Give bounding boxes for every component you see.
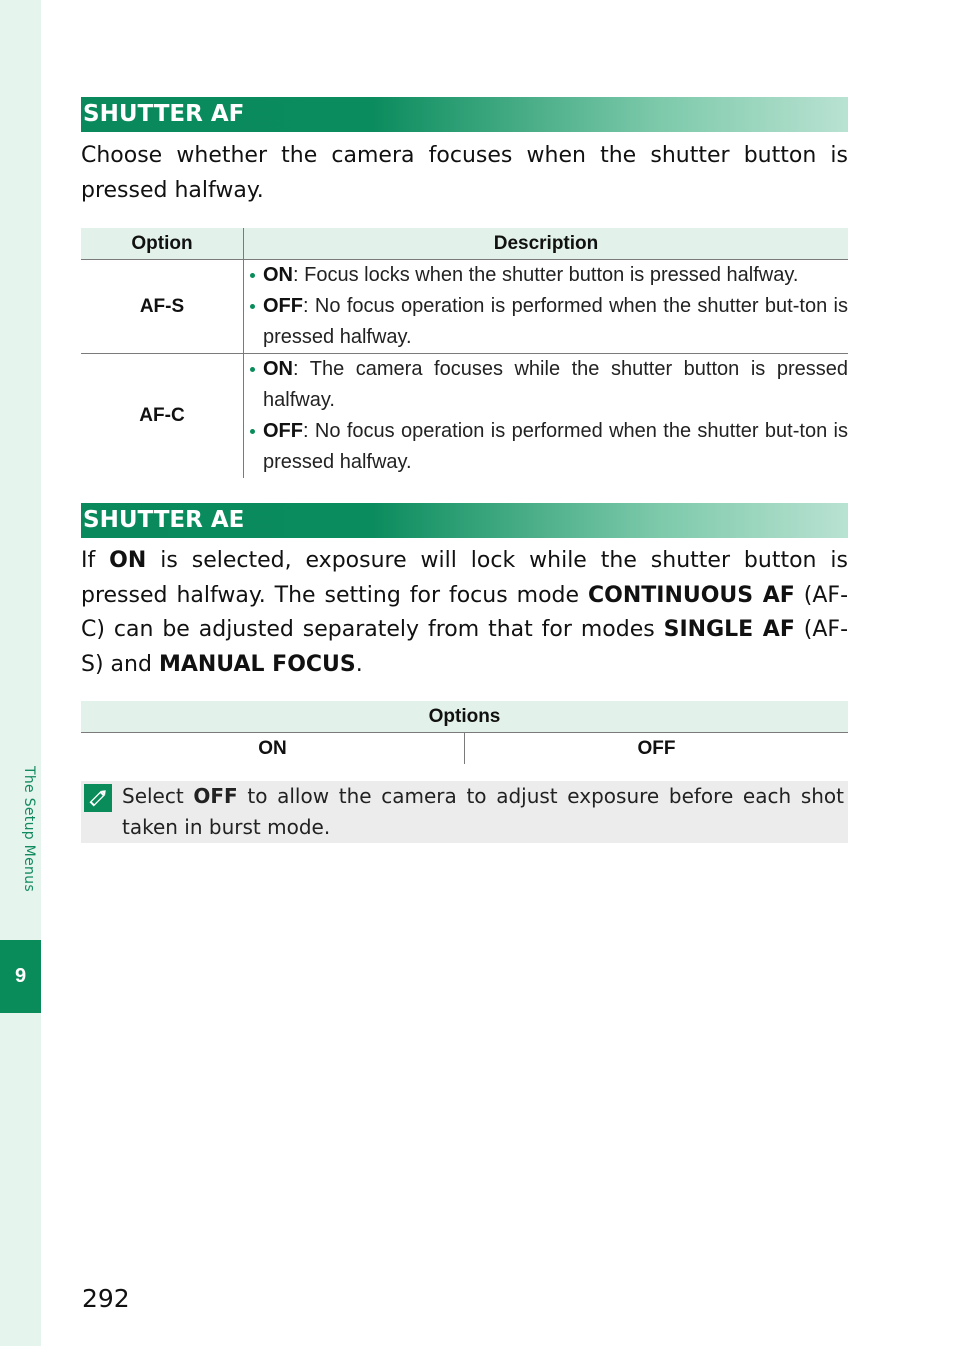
bullet-text: : No focus operation is performed when the shutter but-ton is pressed halfway.	[263, 420, 848, 473]
body-text: If	[81, 548, 110, 573]
bullet-text: : No focus operation is performed when the shutter but-ton is pressed halfway.	[263, 295, 848, 348]
table-row	[81, 733, 848, 764]
body-text: is selected, exposure will lock while the shutter button is pressed halfway. The setting for focus mode	[81, 548, 848, 608]
shutter-af-table	[81, 228, 848, 478]
setting-value: OFF	[263, 295, 303, 317]
body-text: .	[355, 651, 363, 677]
table-header-row	[81, 228, 848, 260]
body-text: to allow the camera to adjust exposure before each shot taken in burst mode.	[122, 784, 844, 839]
shutter-af-heading: SHUTTER AF	[81, 97, 848, 132]
shutter-ae-body	[81, 544, 848, 682]
sidebar	[0, 0, 41, 1346]
setting-value: CONTINUOUS AF	[588, 582, 795, 608]
body-text: Select	[122, 784, 194, 808]
body-text: (AF-S) and	[81, 617, 849, 677]
list-item	[246, 260, 848, 291]
list-item	[246, 291, 848, 353]
option-on: ON	[81, 733, 465, 764]
options-header: Options	[81, 701, 848, 733]
note-pencil-icon	[84, 784, 112, 812]
setting-value: OFF	[263, 420, 303, 442]
setting-value: ON	[263, 358, 293, 380]
body-text: (AF-C) can be adjusted separately from that for modes	[81, 582, 849, 642]
chapter-number-tab[interactable]: 9	[0, 940, 41, 1013]
shutter-ae-options-table	[81, 701, 848, 764]
option-name: AF-C	[81, 354, 244, 479]
table-row	[81, 260, 848, 354]
setting-value: ON	[109, 548, 147, 573]
shutter-ae-heading: SHUTTER AE	[81, 503, 848, 538]
chapter-title-label: The Setup Menus	[21, 766, 37, 892]
setting-value: SINGLE AF	[663, 617, 795, 642]
page-number: 292	[82, 1284, 130, 1313]
setting-value: ON	[263, 264, 293, 286]
list-item	[246, 416, 848, 478]
setting-value: OFF	[193, 784, 238, 808]
table-row	[81, 354, 848, 479]
option-description	[244, 354, 849, 479]
option-off: OFF	[637, 738, 676, 759]
note-box	[81, 781, 848, 843]
column-header-description: Description	[244, 228, 849, 260]
option-name: AF-S	[81, 260, 244, 354]
list-item	[246, 354, 848, 416]
shutter-af-intro: Choose whether the camera focuses when the shutter button is pressed halfway.	[81, 143, 848, 203]
setting-value: MANUAL FOCUS	[158, 651, 356, 677]
bullet-text: : The camera focuses while the shutter button is pressed halfway.	[263, 358, 848, 411]
column-header-option: Option	[81, 228, 244, 260]
note-text	[122, 781, 844, 843]
option-description	[244, 260, 849, 354]
bullet-text: : Focus locks when the shutter button is pressed halfway.	[293, 264, 799, 286]
